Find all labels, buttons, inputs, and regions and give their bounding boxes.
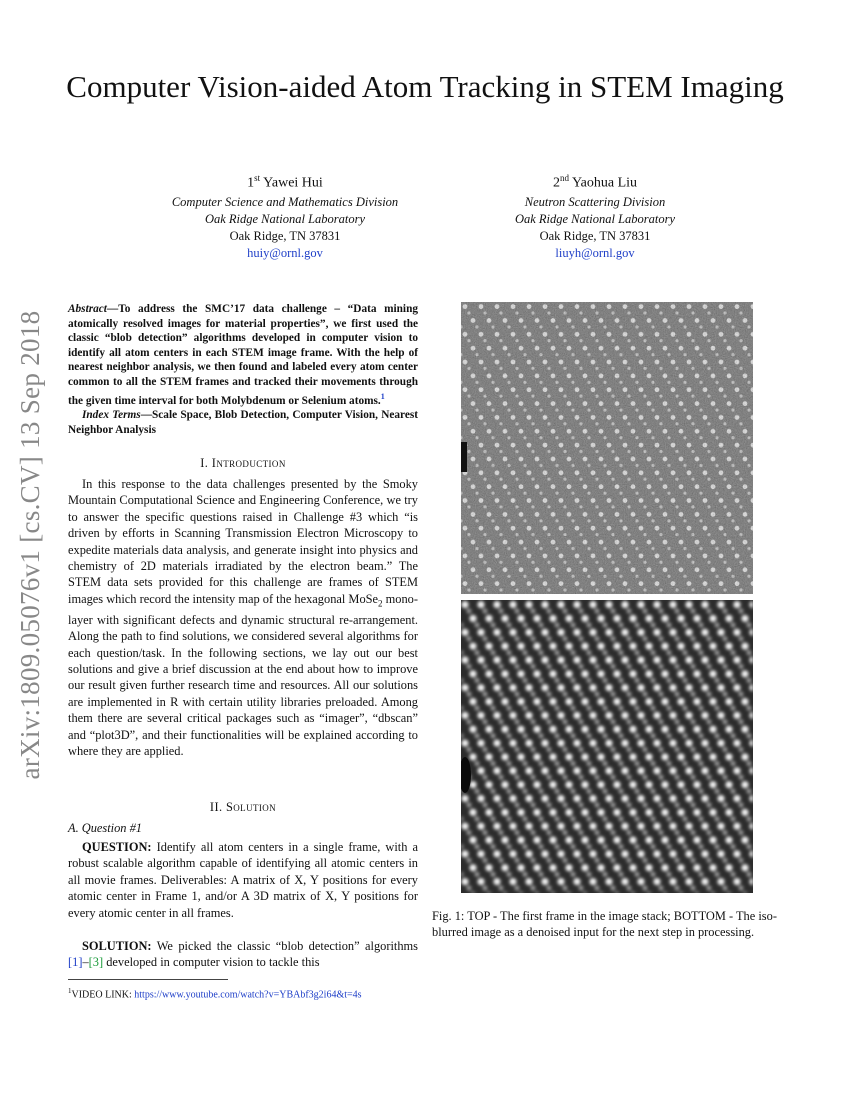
author-lab: Oak Ridge National Laboratory [514,211,676,226]
footnote-rule [68,979,228,980]
abstract-text: —To address the SMC’17 data challenge – “Data mining atomically resolved images for material properties”, we first used the classic “blob detection” algorithms developed in computer vision to identify all atom centers in each STEM image frame. With the help of nearest neighbor analysis, we then found and labeled every atom center common to all the STEM frames and tracked their movements through the given time interval for both Molybdenum or Selenium atoms. [68,303,418,407]
paper-title: Computer Vision-aided Atom Tracking in STEM Imaging [66,69,784,104]
author-lab: Oak Ridge National Laboratory [204,211,366,226]
section-heading-introduction: I. Introduction [200,456,286,470]
solution-paragraph: SOLUTION: We picked the classic “blob detection” algorithms [1]–[3] developed in computer vision to tackle this [68,939,418,970]
author-email-link[interactable]: liuyh@ornl.gov [555,245,635,260]
author-city: Oak Ridge, TN 37831 [229,228,341,243]
introduction-paragraph: In this response to the data challenges presented by the Smoky Mountain Computational Science and Engineering Conference, we try to answer the specific questions raised in Challenge #3 which “is driven by efforts in Scanning Transmission Electron Microscopy to expedite materials data analysis, and generate insight into physics and chemistry of 2D materials irradiated by the electron beam.” The STEM data sets provided for this challenge are frames of STEM images which record the intensity map of the hexagonal MoSe$_2$ mono-layer with significant defects and dynamic structural re-arrangement. Along the path to find solutions, we considered several algorithms for each question/task. In the following sections, we lay out our best solutions and give a brief discussion at the end about how to improve our result given further research time and resources. All our solutions are implemented in R with certain utility libraries preloaded. Among them there are several critical packages such as “imager”, “dbscan” and “plot3D”, and their functionalities will be explained according to where they are applied. [68,477,418,758]
abstract-label: Abstract [68,303,107,315]
author-dept: Computer Science and Mathematics Division [171,194,399,209]
abstract [68,302,418,437]
video-link[interactable]: https://www.youtube.com/watch?v=YBAbf3g2i64&t=4s [134,989,362,1001]
author-email-link[interactable]: huiy@ornl.gov [247,245,323,260]
subsection-heading: A. Question #1 [68,821,142,835]
question-paragraph: QUESTION: Identify all atom centers in a single frame, with a robust scalable algorithm capable of identifying all atomic centers in all movie frames. Deliverables: A matrix of X, Y positions for every atomic center in Frame 1, and/or A 3D matrix of X, Y positions for every atomic center in all frames. [68,840,418,920]
citation-link[interactable]: [1] [68,955,83,970]
author-block-1 [165,168,405,262]
index-terms-label: Index Terms [82,408,141,421]
arxiv-stamp: arXiv:1809.05076v1 [cs.CV] 13 Sep 2018 [15,310,45,780]
author-city: Oak Ridge, TN 37831 [539,228,651,243]
author-name: 1st Yawei Hui [247,173,323,191]
citation-link[interactable]: [3] [88,955,104,970]
stem-frame-top-image [461,302,753,594]
author-block-2 [475,168,715,262]
section-heading-solution: II. Solution [209,800,277,814]
figure-caption: Fig. 1: TOP - The first frame in the image stack; BOTTOM - The iso-blurred image as a denoised input for the next step in processing. [432,909,777,940]
author-dept: Neutron Scattering Division [524,194,666,209]
abstract-footmark[interactable]: 1 [380,391,385,401]
footnote: $^1$VIDEO LINK: https://www.youtube.com/watch?v=YBAbf3g2i64&t=4s [68,987,362,1001]
author-name: 2nd Yaohua Liu [552,173,638,191]
stem-frame-blurred-image [461,600,753,893]
index-terms-text: —Scale Space, Blob Detection, Computer Vision, Nearest Neighbor Analysis [68,408,418,436]
